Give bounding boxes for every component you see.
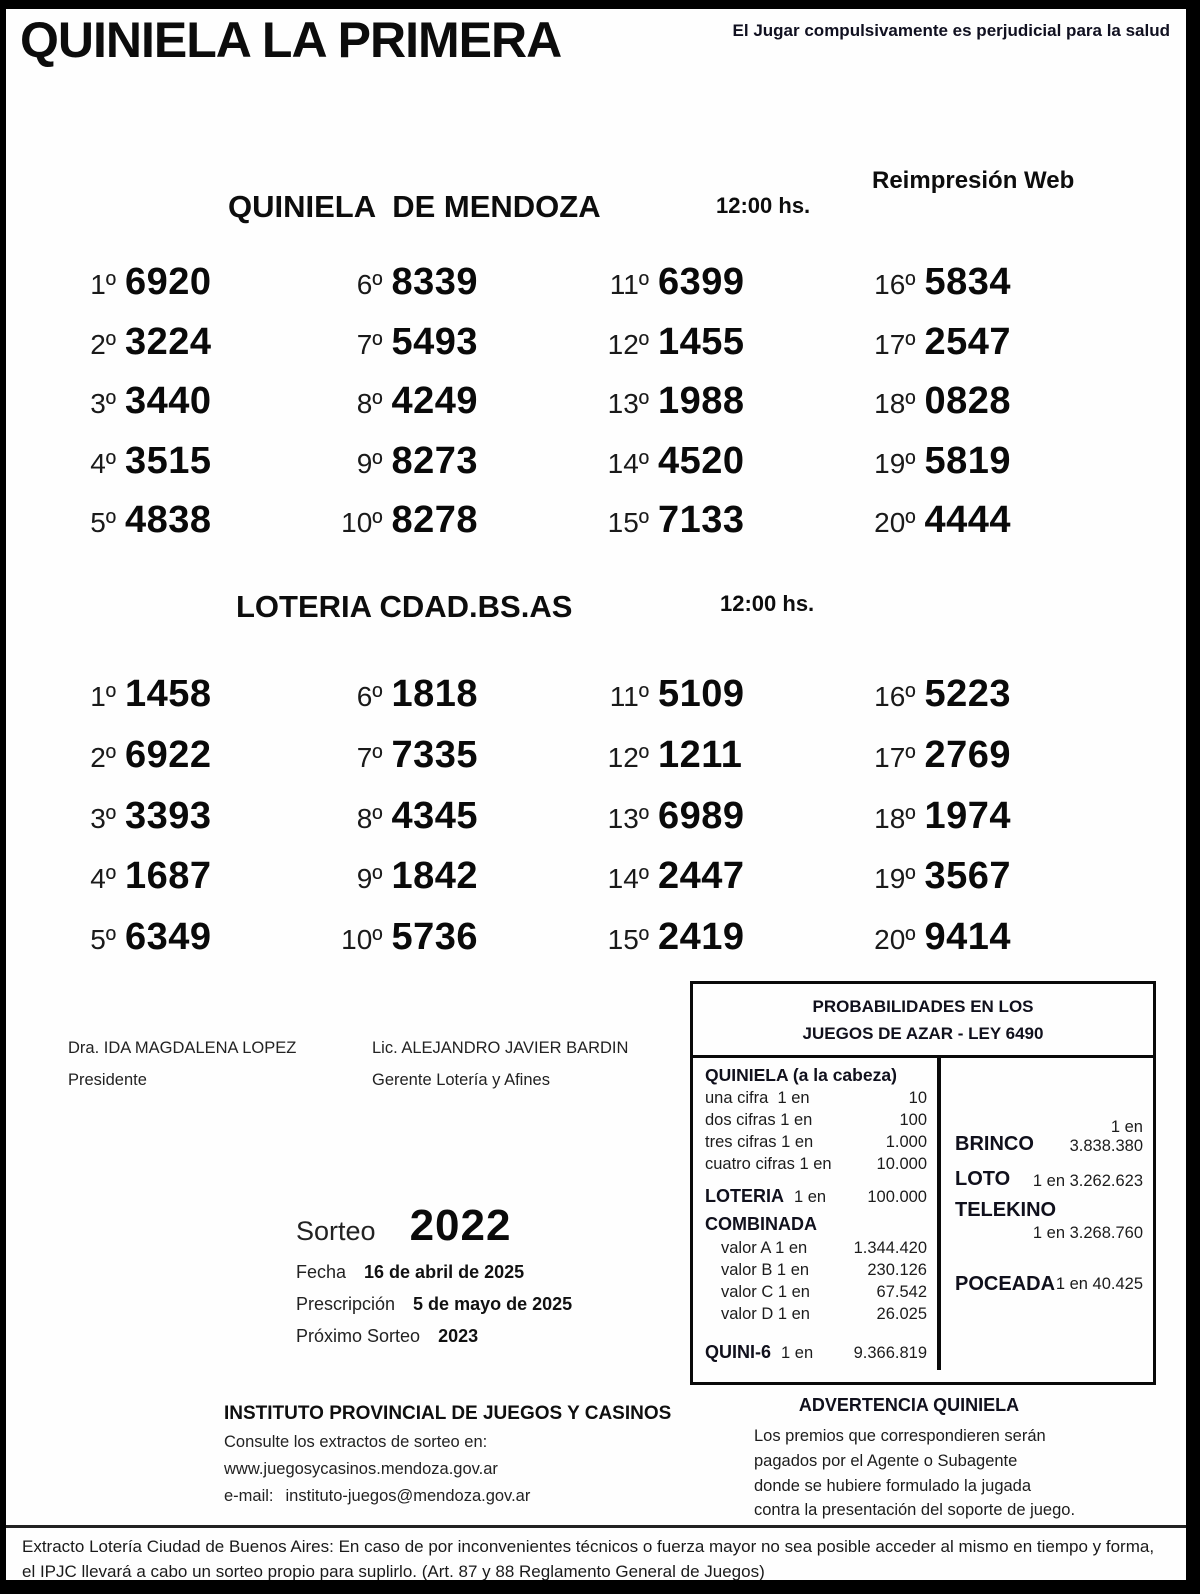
result-number: 4520 (658, 439, 745, 482)
draw-info-row (296, 1262, 572, 1283)
result-position: 20º (874, 924, 916, 956)
result-cell (589, 261, 856, 321)
odds-value: 26.025 (876, 1304, 927, 1323)
result-cell (589, 380, 856, 440)
draw-info-label: Fecha (296, 1262, 347, 1282)
signer-role: Gerente Lotería y Afines (372, 1071, 550, 1089)
signer-name: Lic. ALEJANDRO JAVIER BARDIN (372, 1039, 629, 1057)
result-position: 7º (356, 328, 383, 360)
result-cell (589, 321, 856, 381)
institute-website: www.juegosycasinos.mendoza.gov.ar (224, 1460, 498, 1478)
result-number: 1988 (658, 380, 745, 423)
result-number: 2419 (658, 916, 745, 959)
result-number: 6399 (658, 261, 745, 303)
result-cell (56, 380, 323, 440)
result-position: 10º (341, 507, 383, 539)
result-number: 4345 (391, 794, 479, 837)
warning-line: Los premios que correspondieren serán (754, 1427, 1046, 1445)
result-cell (323, 734, 590, 795)
loto-odds-row (955, 1168, 1143, 1191)
draw-number-label: Sorteo (296, 1216, 376, 1246)
game-name: LOTO (955, 1168, 1011, 1191)
odds-value: 1 en 3.262.623 (1032, 1172, 1143, 1191)
result-number: 7133 (658, 499, 745, 542)
result-cell (856, 380, 1123, 440)
result-position: 11º (609, 269, 649, 300)
institute-email-address: instituto-juegos@mendoza.gov.ar (285, 1487, 531, 1505)
web-reprint-label: Reimpresión Web (872, 167, 1075, 194)
result-position: 5º (90, 924, 116, 956)
result-number: 2769 (924, 733, 1012, 776)
result-position: 5º (90, 507, 116, 539)
result-cell (56, 795, 323, 856)
odds-label: valor A 1 en (721, 1239, 808, 1258)
result-number: 0828 (924, 380, 1012, 423)
quini6-odds-row (705, 1341, 927, 1365)
result-position: 10º (341, 924, 383, 956)
result-position: 13º (607, 388, 649, 420)
result-position: 16º (874, 681, 916, 712)
footer-text: Extracto Lotería Ciudad de Buenos Aires: En caso de por inconvenientes técnicos o fuerza mayor no sea posible acceder al mismo en tiempo y forma, el IPJC llevará a cabo un sorteo propio para suplirlo. (Art. 87 y 88 Reglamento General de Juegos) (22, 1537, 1155, 1581)
odds-value: 100.000 (867, 1188, 927, 1207)
result-cell (589, 855, 856, 916)
result-position: 9º (356, 863, 383, 895)
result-position: 15º (607, 507, 649, 539)
result-position: 18º (874, 802, 916, 834)
draw-info-row (296, 1326, 572, 1347)
result-position: 9º (356, 447, 383, 479)
result-position: 6º (356, 269, 383, 300)
odds-value: 10 (908, 1089, 927, 1108)
result-number: 3567 (924, 855, 1012, 898)
result-cell (589, 734, 856, 795)
result-cell (589, 916, 856, 977)
result-cell (56, 499, 323, 559)
result-number: 1211 (658, 733, 743, 776)
quiniela-odds-row (705, 1110, 927, 1132)
combinada-odds-row (705, 1282, 927, 1304)
result-number: 8273 (391, 439, 479, 482)
result-cell (856, 673, 1123, 734)
result-position: 12º (607, 328, 649, 360)
combinada-odds-heading: COMBINADA (705, 1214, 817, 1235)
game-name: TELEKINO (955, 1199, 1057, 1222)
result-number: 5493 (391, 320, 479, 363)
probabilities-box (690, 981, 1156, 1385)
probabilities-body (693, 1058, 1153, 1370)
email-label: e-mail: (224, 1487, 274, 1505)
result-cell (323, 795, 590, 856)
odds-value: 1.000 (885, 1133, 927, 1152)
probabilities-title-line1: PROBABILIDADES EN LOS (812, 997, 1034, 1016)
result-cell (323, 380, 590, 440)
result-number: 1455 (658, 320, 745, 363)
page-title: QUINIELA LA PRIMERA (20, 12, 562, 68)
bsas-draw-title: LOTERIA CDAD.BS.AS (236, 589, 573, 624)
result-number: 6349 (125, 916, 212, 959)
result-number: 5819 (924, 439, 1012, 482)
draw-info-block (296, 1201, 572, 1347)
result-number: 1974 (924, 794, 1012, 837)
result-cell (856, 499, 1123, 559)
result-position: 16º (874, 269, 916, 300)
result-position: 2º (90, 328, 116, 360)
result-position: 1º (90, 681, 116, 712)
result-position: 3º (90, 802, 116, 834)
result-cell (56, 855, 323, 916)
warning-text (736, 1424, 1082, 1523)
result-position: 2º (90, 741, 116, 773)
result-cell (856, 440, 1123, 500)
result-number: 5223 (924, 673, 1012, 715)
odds-value: 1 en 40.425 (1055, 1275, 1143, 1294)
result-position: 11º (609, 681, 649, 712)
draw-info-value: 5 de mayo de 2025 (413, 1294, 573, 1314)
draw-info-label: Próximo Sorteo (296, 1326, 421, 1346)
draw-number-row (296, 1201, 572, 1251)
result-cell (56, 440, 323, 500)
result-cell (856, 795, 1123, 856)
result-cell (589, 499, 856, 559)
result-number: 1458 (125, 673, 212, 715)
signer-name: Dra. IDA MAGDALENA LOPEZ (68, 1039, 297, 1057)
result-cell (56, 673, 323, 734)
result-position: 17º (874, 741, 916, 773)
result-position: 4º (90, 863, 116, 895)
result-number: 3515 (125, 439, 212, 482)
result-number: 7335 (391, 733, 479, 776)
odds-label: valor C 1 en (721, 1282, 810, 1301)
result-cell (323, 440, 590, 500)
result-number: 8278 (391, 499, 479, 542)
combinada-odds-row (705, 1260, 927, 1282)
quiniela-odds-heading: QUINIELA (a la cabeza) (705, 1065, 897, 1086)
quiniela-odds-row (705, 1154, 927, 1176)
result-number: 6920 (125, 261, 212, 303)
result-cell (856, 321, 1123, 381)
mendoza-draw-title: QUINIELA DE MENDOZA (228, 189, 601, 224)
result-number: 6989 (658, 794, 745, 837)
result-number: 2547 (924, 320, 1012, 363)
result-position: 20º (874, 507, 916, 539)
result-number: 5834 (924, 261, 1012, 303)
result-position: 3º (90, 388, 116, 420)
result-position: 8º (356, 388, 383, 420)
draw-info-row (296, 1294, 572, 1315)
odds-value: 10.000 (876, 1155, 927, 1174)
result-number: 5736 (391, 916, 479, 959)
odds-label: dos cifras 1 en (705, 1111, 813, 1130)
result-number: 4838 (125, 499, 212, 542)
institute-email-row (224, 1487, 671, 1506)
institute-block (224, 1403, 671, 1506)
result-cell (589, 440, 856, 500)
signature-president (68, 1039, 296, 1090)
result-position: 7º (356, 741, 383, 773)
odds-label: tres cifras 1 en (705, 1133, 814, 1152)
probabilities-left-column (693, 1058, 941, 1370)
warning-line: pagados por el Agente o Subagente (754, 1451, 1018, 1470)
odds-ratio-text: 1 en (794, 1188, 827, 1207)
result-position: 8º (356, 802, 383, 834)
odds-label: cuatro cifras 1 en (705, 1155, 832, 1174)
result-cell (56, 916, 323, 977)
odds-value: 1.344.420 (853, 1239, 927, 1258)
bsas-draw-time: 12:00 hs. (720, 591, 815, 616)
result-cell (323, 261, 590, 321)
game-name: POCEADA (955, 1273, 1056, 1296)
warning-title: ADVERTENCIA QUINIELA (798, 1395, 1020, 1415)
result-number: 8339 (391, 261, 479, 303)
probabilities-right-column (941, 1058, 1153, 1370)
result-cell (323, 855, 590, 916)
result-position: 6º (356, 681, 383, 712)
result-position: 13º (607, 802, 649, 834)
odds-value: 1 en 3.838.380 (1069, 1118, 1143, 1156)
warning-line: contra la presentación del soporte de juego. (754, 1501, 1076, 1520)
result-number: 2447 (658, 855, 745, 898)
result-position: 14º (607, 447, 649, 479)
odds-ratio-text: 1 en (781, 1343, 814, 1362)
result-number: 9414 (924, 916, 1012, 959)
brinco-odds-row (955, 1118, 1143, 1156)
result-position: 17º (874, 328, 916, 360)
institute-name: INSTITUTO PROVINCIAL DE JUEGOS Y CASINOS (224, 1403, 672, 1424)
result-number: 1818 (391, 673, 479, 715)
probabilities-title (693, 984, 1153, 1058)
result-position: 18º (874, 388, 916, 420)
odds-label: valor B 1 en (721, 1261, 810, 1279)
signature-manager (372, 1039, 628, 1090)
result-position: 12º (607, 741, 649, 773)
result-cell (56, 734, 323, 795)
odds-value: 100 (899, 1111, 927, 1130)
result-number: 4444 (924, 499, 1012, 542)
result-number: 5109 (658, 673, 745, 715)
quiniela-odds-row (705, 1088, 927, 1110)
result-position: 14º (607, 863, 649, 895)
footer-note (6, 1525, 1186, 1584)
mendoza-results-grid (56, 261, 1122, 559)
result-position: 19º (874, 863, 916, 895)
quiniela-odds-row (705, 1132, 927, 1154)
result-cell (856, 916, 1123, 977)
result-cell (589, 673, 856, 734)
result-position: 19º (874, 447, 916, 479)
result-position: 1º (90, 269, 116, 300)
result-cell (856, 261, 1123, 321)
result-number: 1842 (391, 855, 479, 898)
telekino-odds-row (955, 1199, 1143, 1243)
result-cell (323, 499, 590, 559)
draw-number-value: 2022 (409, 1201, 512, 1250)
result-number: 1687 (125, 855, 212, 898)
warning-line: donde se hubiere formulado la jugada (754, 1476, 1032, 1495)
result-number: 6922 (125, 733, 212, 776)
signer-role: Presidente (68, 1071, 147, 1089)
result-cell (56, 321, 323, 381)
result-number: 3393 (125, 794, 212, 837)
result-number: 4249 (391, 380, 479, 423)
loteria-odds-row (705, 1185, 927, 1209)
combinada-odds-row (705, 1238, 927, 1260)
result-number: 3440 (125, 380, 212, 423)
odds-value: 230.126 (867, 1261, 927, 1279)
odds-label: una cifra 1 en (705, 1089, 810, 1108)
result-number: 3224 (125, 320, 212, 363)
result-position: 15º (607, 924, 649, 956)
quiniela-warning-block (736, 1395, 1082, 1523)
odds-value: 1 en 3.268.760 (1032, 1224, 1143, 1243)
result-cell (856, 734, 1123, 795)
odds-label: LOTERIA (705, 1186, 784, 1207)
mendoza-draw-time: 12:00 hs. (716, 193, 811, 218)
health-warning: El Jugar compulsivamente es perjudicial para la salud (732, 21, 1170, 40)
result-cell (323, 916, 590, 977)
combinada-odds-row (705, 1304, 927, 1326)
odds-value: 67.542 (876, 1282, 927, 1301)
draw-info-value: 2023 (438, 1326, 479, 1346)
draw-info-label: Prescripción (296, 1294, 396, 1314)
odds-label: QUINI-6 (705, 1341, 772, 1362)
probabilities-title-line2: JUEGOS DE AZAR - LEY 6490 (802, 1024, 1044, 1044)
result-cell (589, 795, 856, 856)
result-cell (323, 673, 590, 734)
draw-info-value: 16 de abril de 2025 (364, 1262, 525, 1282)
odds-value: 9.366.819 (853, 1343, 927, 1362)
odds-label: valor D 1 en (721, 1304, 810, 1323)
game-name: BRINCO (955, 1133, 1034, 1156)
bsas-results-grid (56, 673, 1122, 977)
result-cell (856, 855, 1123, 916)
result-cell (56, 261, 323, 321)
result-cell (323, 321, 590, 381)
institute-consult-line: Consulte los extractos de sorteo en: (224, 1433, 488, 1451)
poceada-odds-row (955, 1273, 1143, 1296)
result-position: 4º (90, 447, 116, 479)
